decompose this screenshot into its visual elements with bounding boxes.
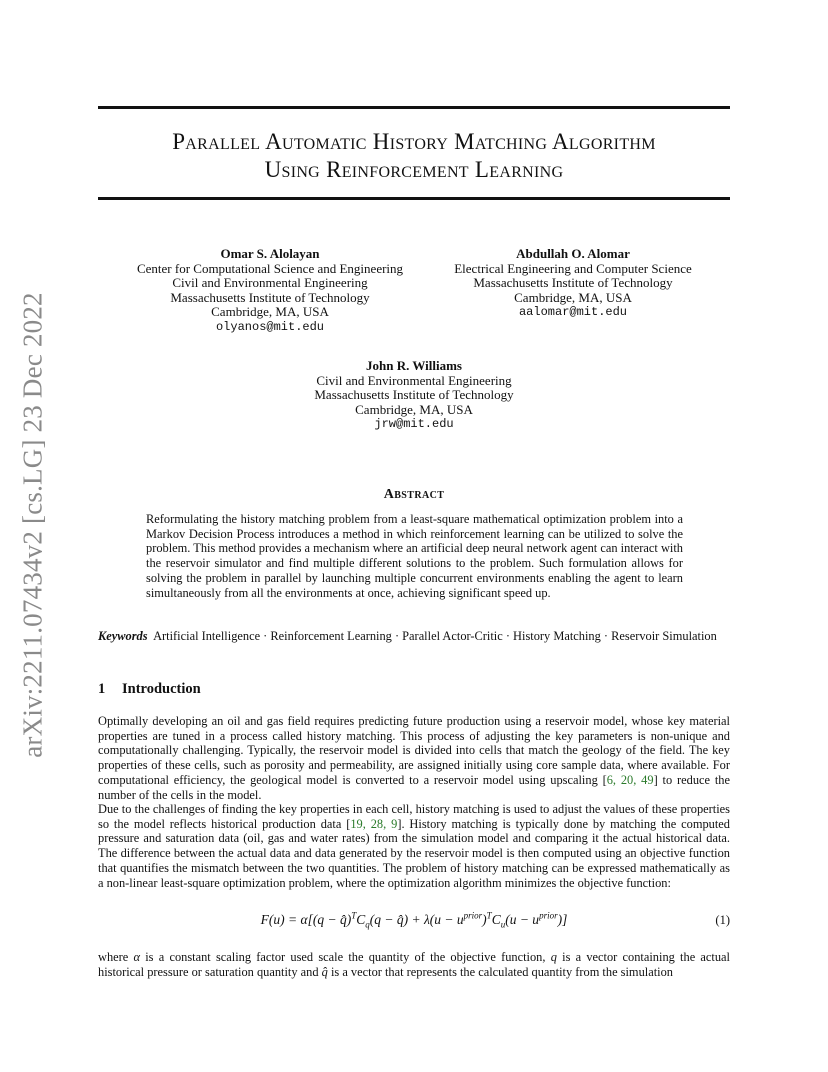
author-affiliation-line: Massachusetts Institute of Technology bbox=[473, 275, 673, 291]
author-block-1 bbox=[120, 247, 420, 335]
author-affiliation-line: Massachusetts Institute of Technology bbox=[170, 289, 370, 305]
author-email[interactable]: jrw@mit.edu bbox=[374, 417, 454, 432]
title-rule-bottom bbox=[98, 197, 730, 200]
section-number: 1 bbox=[98, 681, 106, 697]
paragraph-3 bbox=[98, 950, 730, 979]
paragraph-text: ] to reduce the number of the cells in the model. bbox=[98, 772, 730, 802]
section-title: Introduction bbox=[122, 681, 201, 697]
keywords bbox=[98, 629, 730, 644]
author-name: Abdullah O. Alomar bbox=[516, 246, 630, 261]
author-email[interactable]: olyanos@mit.edu bbox=[215, 319, 325, 334]
citation-link[interactable]: 6, 20, 49 bbox=[606, 772, 654, 787]
paper-title bbox=[98, 128, 730, 184]
arxiv-identifier: arXiv:2211.07434v2 [cs.LG] 23 Dec 2022 bbox=[17, 292, 48, 758]
arxiv-identifier-stamp bbox=[12, 290, 54, 760]
paragraph-text: ]. History matching is typically done by matching the computed pressure and saturation data (oil, gas and water rates) from the simulation model and comparing it the actual historical data. The difference between the actual data and data generated by the reservoir model is then computed using an objective function that quantifies the mismatch between the two quantities. The problem of history matching can be expressed mathematically as a non-linear least-square optimization problem, where the optimization algorithm minimizes the objective function: bbox=[98, 816, 730, 890]
keywords-text: Artificial Intelligence · Reinforcement Learning · Parallel Actor-Critic · History Matching · Reservoir Simulation bbox=[153, 629, 717, 643]
author-block-3 bbox=[264, 359, 564, 432]
abstract-text: Reformulating the history matching problem from a least-square mathematical optimization problem into a Markov Decision Process introduces a method in which reinforcement learning can be utilized to solve the problem. This method provides a mechanism where an artificial deep neural network agent can interact with the reservoir simulator and find multiple different solutions to the problem. Such formulation allows for solving the problem in parallel by launching multiple concurrent environments enabling the agent to learn simultaneously from all the environments at once, achieving significant speed up. bbox=[146, 512, 683, 600]
paragraph-text: Due to the challenges of finding the key properties in each cell, history matching is used to adjust the values of these properties so the model reflects historical production data [ bbox=[98, 802, 730, 831]
abstract-heading: Abstract bbox=[383, 487, 445, 502]
paragraph-text: is a constant scaling factor used scale the quantity of the objective function, bbox=[140, 950, 551, 964]
math-symbol-alpha: α bbox=[133, 950, 141, 964]
paragraph-text: is a vector containing the actual historical pressure or saturation quantity and bbox=[98, 950, 730, 979]
author-affiliation-line: Cambridge, MA, USA bbox=[211, 304, 329, 320]
math-symbol-q: q bbox=[550, 950, 557, 964]
author-affiliation-line: Massachusetts Institute of Technology bbox=[314, 387, 514, 403]
title-rule-top bbox=[98, 106, 730, 109]
author-affiliation-line: Electrical Engineering and Computer Science bbox=[454, 260, 692, 276]
author-affiliation-line: Cambridge, MA, USA bbox=[514, 289, 632, 305]
paragraph-text: Optimally developing an oil and gas field requires predicting future production using a reservoir model, whose key material properties are tuned in a process called history matching. This process of adjusting the key parameters is non-unique and computationally challenging. Typically, the reservoir model is divided into cells that match the geology of the field. The key properties of these cells, such as porosity and permeability, are assigned initially using core sample data, where available. For computational efficiency, the geological model is converted to a reservoir model using upscaling [ bbox=[98, 714, 730, 787]
citation-link[interactable]: 19, 28, 9 bbox=[350, 816, 398, 831]
author-affiliation-line: Civil and Environmental Engineering bbox=[172, 275, 368, 291]
author-name: Omar S. Alolayan bbox=[220, 246, 320, 261]
title-line-1: Parallel Automatic History Matching Algorithm bbox=[172, 129, 656, 154]
author-block-2 bbox=[428, 247, 718, 320]
author-name: John R. Williams bbox=[366, 358, 462, 373]
equation-1 bbox=[98, 912, 730, 932]
author-affiliation-line: Cambridge, MA, USA bbox=[355, 401, 473, 417]
author-affiliation-line: Center for Computational Science and Engineering bbox=[136, 260, 404, 276]
paragraph-1 bbox=[98, 714, 730, 802]
equation-number: (1) bbox=[715, 913, 730, 927]
title-line-2: Using Reinforcement Learning bbox=[264, 157, 564, 182]
author-email[interactable]: aalomar@mit.edu bbox=[518, 305, 628, 320]
math-symbol-q-hat: q̂ bbox=[321, 964, 328, 979]
author-affiliation-line: Civil and Environmental Engineering bbox=[316, 372, 512, 388]
keywords-label: Keywords bbox=[98, 629, 148, 643]
objective-function-equation: $F(u) = \alpha[(q - q̂)^TC_q(q$ − q̂) + $\lambda(u - u^{prior})^TC_u(u - u^{prior})$] bbox=[260, 910, 568, 930]
section-heading bbox=[98, 681, 201, 698]
paragraph-2 bbox=[98, 802, 730, 890]
paragraph-text: where bbox=[98, 950, 134, 964]
paragraph-text: is a vector that represents the calculated quantity from the simulation bbox=[327, 964, 673, 979]
